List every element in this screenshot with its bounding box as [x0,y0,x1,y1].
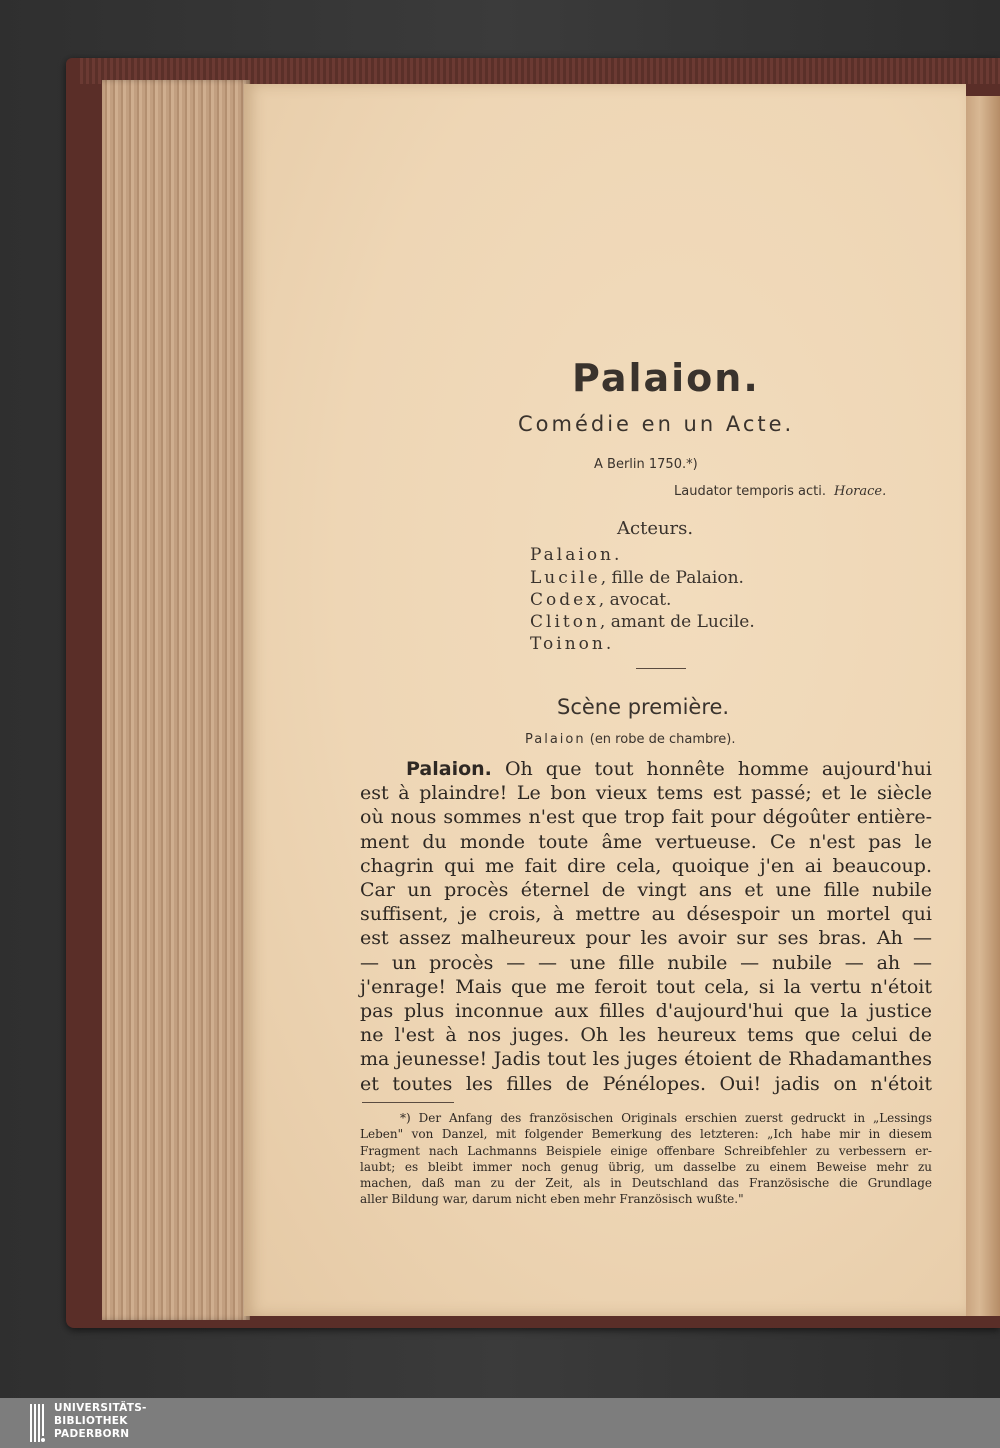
motto-author: Horace. [833,484,887,499]
text-line: Car un procès éternel de vingt ans et une fille nubile [360,879,932,902]
text-line: j'enrage! Mais que me feroit tout cela, si la vertu n'étoit [360,975,932,998]
body-text [360,757,932,1096]
page-subtitle: Comédie en un Acte. [518,412,795,436]
footnote-line: machen, daß man zu der Zeit, als in Deutschland das Französische die Grundlage [360,1176,932,1191]
line-text: Oh que tout honnête homme aujourd'hui [491,758,932,780]
actor-name: Cliton [530,612,600,632]
library-logo-text [54,1402,147,1441]
scene-heading: Scène première. [557,695,730,719]
actor-name: Codex [530,590,599,610]
actors-heading: Acteurs. [617,518,694,539]
text-line: et toutes les filles de Pénélopes. Oui! jadis on n'étoit [360,1072,932,1095]
library-footer-bar [0,1398,1000,1448]
actor-desc: , fille de Palaion. [600,568,744,588]
actor-desc: , amant de Lucile. [599,612,755,632]
actor-desc: . [614,545,620,565]
actor-desc: . [605,634,612,654]
text-line: ment du monde toute âme vertueuse. Ce n'est pas le [360,830,932,853]
footnote [360,1110,932,1208]
text-line: suffisent, je crois, à mettre au désespoir un mortel qui [360,903,932,926]
footnote-line: *) Der Anfang des französischen Originals erschien zuerst gedruckt in „Lessings [400,1111,932,1125]
motto [674,484,886,499]
stage-direction-name: Palaion [525,732,586,747]
actor-entry [530,568,744,588]
text-line: chagrin qui me fait dire cela, quoique j'en ai beaucoup. [360,854,932,877]
footnote-divider [362,1102,454,1103]
footnote-line: Leben" von Danzel, mit folgender Bemerkung des letzteren: „Ich habe mir in diesem [360,1127,932,1142]
footnote-line: laubt; es bleibt immer noch genug übrig, um dasselbe zu einem Beweise mehr zu [360,1159,932,1174]
logo-line: UNIVERSITÄTS- [54,1402,147,1414]
actor-name: Palaion [530,545,615,565]
footnote-line: aller Bildung war, darum nicht eben mehr Französisch wußte." [360,1192,744,1207]
text-line: ne l'est à nos juges. Oh les heureux tems que celui de [360,1024,932,1047]
stage-direction [525,732,736,747]
text-line: où nous sommes n'est que trop fait pour dégoûter entière- [360,806,932,829]
text-line: pas plus inconnue aux filles d'aujourd'hui que la justice [360,1000,932,1023]
actor-name: Lucile [530,568,601,588]
page-title: Palaion. [572,356,760,400]
section-divider [636,668,686,669]
logo-line: BIBLIOTHEK [54,1415,128,1427]
stage-direction-text: (en robe de chambre). [585,732,736,747]
actor-entry [530,545,619,565]
actor-name: Toinon [530,634,606,654]
actor-entry [530,612,755,632]
text-line: est assez malheureux pour les avoir sur ses bras. Ah — [360,927,932,950]
text-line: ma jeunesse! Jadis tout les juges étoient de Rhadamanthes [360,1048,932,1071]
actor-entry [530,634,611,654]
text-line: — un procès — — une fille nubile — nubile — ah — [360,951,932,974]
text-line: est à plaindre! Le bon vieux tems est passé; et le siècle [360,782,932,805]
page-stack [102,80,250,1320]
actor-entry [530,590,671,610]
page-right-edge [966,96,1000,1316]
speaker-name: Palaion. [406,758,492,780]
actor-desc: , avocat. [598,590,672,610]
text-line [360,757,932,781]
footnote-line: Fragment nach Lachmanns Beispiele einige offenbare Schreibfehler zu verbessern er- [360,1143,932,1158]
library-logo-icon [30,1402,48,1444]
logo-line: PADERBORN [54,1428,130,1440]
place-date: A Berlin 1750.*) [594,457,698,472]
motto-text: Laudator temporis acti. [674,484,826,499]
